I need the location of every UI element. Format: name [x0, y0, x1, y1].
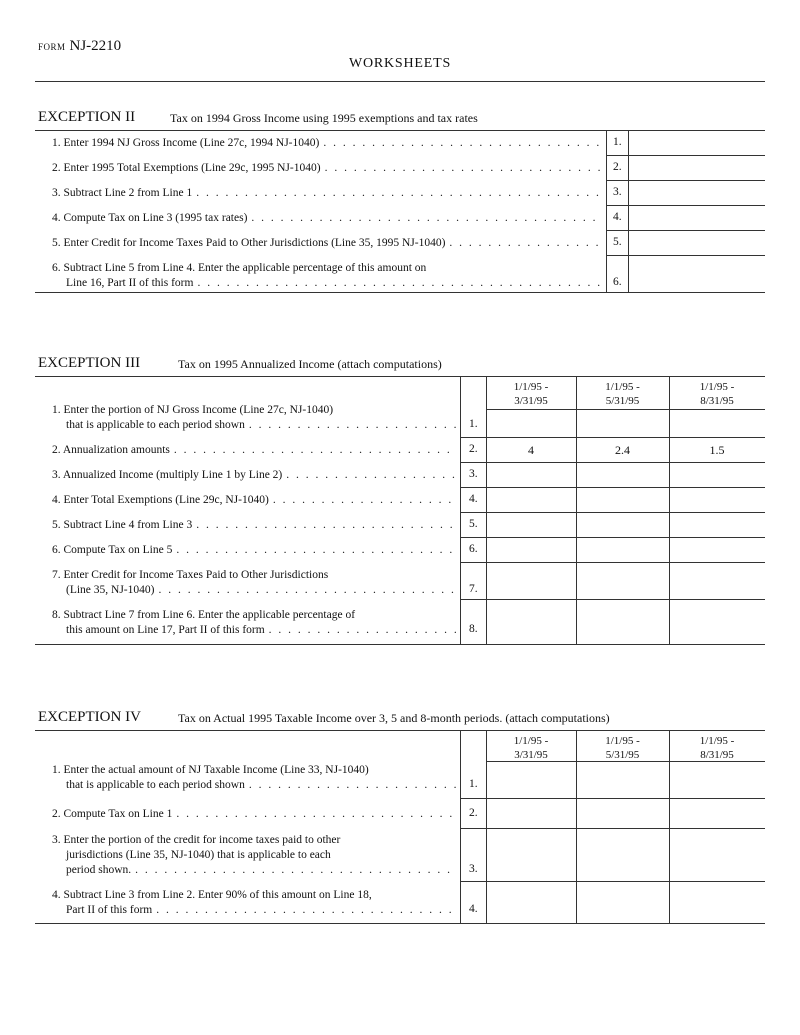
ex3-num-2: 2. — [469, 443, 478, 455]
ex2-num-1: 1. — [613, 136, 622, 148]
page-title: WORKSHEETS — [348, 56, 452, 71]
ex3-rule-bottom — [35, 644, 765, 645]
ex3-num-8: 8. — [469, 623, 478, 635]
ex4-rule — [460, 881, 765, 882]
ex3-line-4: 4. Enter Total Exemptions (Line 29c, NJ-1040) . . . — [52, 493, 456, 508]
ex3-annualization-1: 4 — [528, 443, 534, 457]
ex4-period-2: 1/1/95 - 5/31/95 — [605, 735, 640, 761]
ex4-line-2: 2. Compute Tax on Line 1 . . . — [52, 807, 456, 822]
ex2-line-1: 1. Enter 1994 NJ Gross Income (Line 27c, 1994 NJ-1040) . . . — [52, 136, 602, 151]
ex3-rule — [460, 562, 765, 563]
ex2-num-2: 2. — [613, 161, 622, 173]
ex3-num-4: 4. — [469, 493, 478, 505]
ex3-rule — [460, 512, 765, 513]
ex3-col-3 — [669, 376, 670, 644]
ex3-line-2: 2. Annualization amounts . . . — [52, 443, 456, 458]
ex4-rule-top — [35, 730, 765, 731]
exception-iv-subtitle: Tax on Actual 1995 Taxable Income over 3, 5 and 8-month periods. (attach computations) — [178, 711, 610, 725]
ex3-col-line-num — [460, 376, 461, 644]
header-rule — [35, 81, 765, 82]
exception-iv-heading: EXCEPTION IV — [38, 709, 141, 725]
ex4-period-1: 1/1/95 - 3/31/95 — [513, 735, 549, 761]
ex3-rule — [460, 437, 765, 438]
ex3-rule — [460, 487, 765, 488]
ex4-col-line-num — [460, 730, 461, 923]
ex3-period-1: 1/1/95 - 3/31/95 — [513, 381, 549, 407]
form-number-value: NJ-2210 — [69, 38, 122, 54]
ex2-num-4: 4. — [613, 211, 622, 223]
ex3-line-3: 3. Annualized Income (multiply Line 1 by Line 2) . . . — [52, 468, 456, 483]
ex4-period-3: 1/1/95 - 8/31/95 — [699, 735, 735, 761]
ex2-rule — [606, 230, 765, 231]
ex2-line-6-text: 6. Subtract Line 5 from Line 4. Enter the applicable percentage of this amount on — [52, 262, 427, 274]
ex3-num-7: 7. — [469, 583, 478, 595]
ex3-line-7: 7. Enter Credit for Income Taxes Paid to Other Jurisdictions (Line 35, NJ-1040) . . . — [52, 568, 456, 598]
ex3-num-5: 5. — [469, 518, 478, 530]
ex2-line-6-text2: Line 16, Part II of this form — [66, 277, 194, 289]
ex3-line-1: 1. Enter the portion of NJ Gross Income (Line 27c, NJ-1040) that is applicable to each period shown . . . — [52, 403, 456, 433]
exception-ii-heading: EXCEPTION II — [38, 109, 136, 125]
ex4-num-1: 1. — [469, 778, 478, 790]
ex3-col-2 — [576, 376, 577, 644]
ex4-line-1: 1. Enter the actual amount of NJ Taxable Income (Line 33, NJ-1040) that is applicable to each period shown . . . — [52, 763, 456, 793]
ex2-line-5: 5. Enter Credit for Income Taxes Paid to Other Jurisdictions (Line 35, 1995 NJ-1040) . . . — [52, 236, 602, 251]
form-label: FORM — [38, 42, 66, 52]
ex2-line-3: 3. Subtract Line 2 from Line 1 . . . — [52, 186, 602, 201]
ex4-line-3: 3. Enter the portion of the credit for income taxes paid to other jurisdictions (Line 35, NJ-1040) that is applicable to each period shown. . . . — [52, 833, 456, 878]
ex3-num-1: 1. — [469, 418, 478, 430]
ex2-rule — [606, 205, 765, 206]
ex3-annualization-2: 2.4 — [615, 443, 630, 457]
ex4-rule — [460, 798, 765, 799]
ex3-num-6: 6. — [469, 543, 478, 555]
ex2-rule — [606, 255, 765, 256]
exception-iii-heading: EXCEPTION III — [38, 355, 141, 371]
ex3-rule-top — [35, 376, 765, 377]
ex3-rule — [460, 462, 765, 463]
ex3-period-3: 1/1/95 - 8/31/95 — [699, 381, 735, 407]
ex2-rule — [606, 155, 765, 156]
ex4-line-4: 4. Subtract Line 3 from Line 2. Enter 90% of this amount on Line 18, Part II of this form . . . — [52, 888, 456, 918]
ex3-rule — [460, 537, 765, 538]
form-number — [38, 38, 121, 55]
ex3-num-3: 3. — [469, 468, 478, 480]
ex2-line-6 — [52, 261, 602, 291]
ex2-num-5: 5. — [613, 236, 622, 248]
ex2-rule — [606, 180, 765, 181]
ex2-num-3: 3. — [613, 186, 622, 198]
ex2-rule-top — [35, 130, 765, 131]
ex3-annualization-3: 1.5 — [709, 443, 725, 457]
exception-ii-subtitle: Tax on 1994 Gross Income using 1995 exemptions and tax rates — [170, 111, 478, 125]
ex3-line-5: 5. Subtract Line 4 from Line 3 . . . — [52, 518, 456, 533]
ex4-num-2: 2. — [469, 807, 478, 819]
exception-iii-subtitle: Tax on 1995 Annualized Income (attach computations) — [178, 357, 442, 371]
ex2-num-6: 6. — [613, 276, 622, 288]
ex4-rule-bottom — [35, 923, 765, 924]
ex3-line-6: 6. Compute Tax on Line 5 . . . — [52, 543, 456, 558]
ex4-num-3: 3. — [469, 863, 478, 875]
ex3-col-1 — [486, 376, 487, 644]
ex2-line-2: 2. Enter 1995 Total Exemptions (Line 29c, 1995 NJ-1040) . . . — [52, 161, 602, 176]
ex3-period-2: 1/1/95 - 5/31/95 — [605, 381, 640, 407]
ex4-rule — [460, 828, 765, 829]
ex2-line-4: 4. Compute Tax on Line 3 (1995 tax rates) . . . — [52, 211, 602, 226]
ex3-rule — [486, 409, 765, 410]
ex3-line-8: 8. Subtract Line 7 from Line 6. Enter the applicable percentage of this amount on Line 17, Part II of this form . . . — [52, 608, 456, 638]
ex2-rule-bottom — [35, 292, 765, 293]
ex4-num-4: 4. — [469, 903, 478, 915]
ex3-rule — [460, 599, 765, 600]
